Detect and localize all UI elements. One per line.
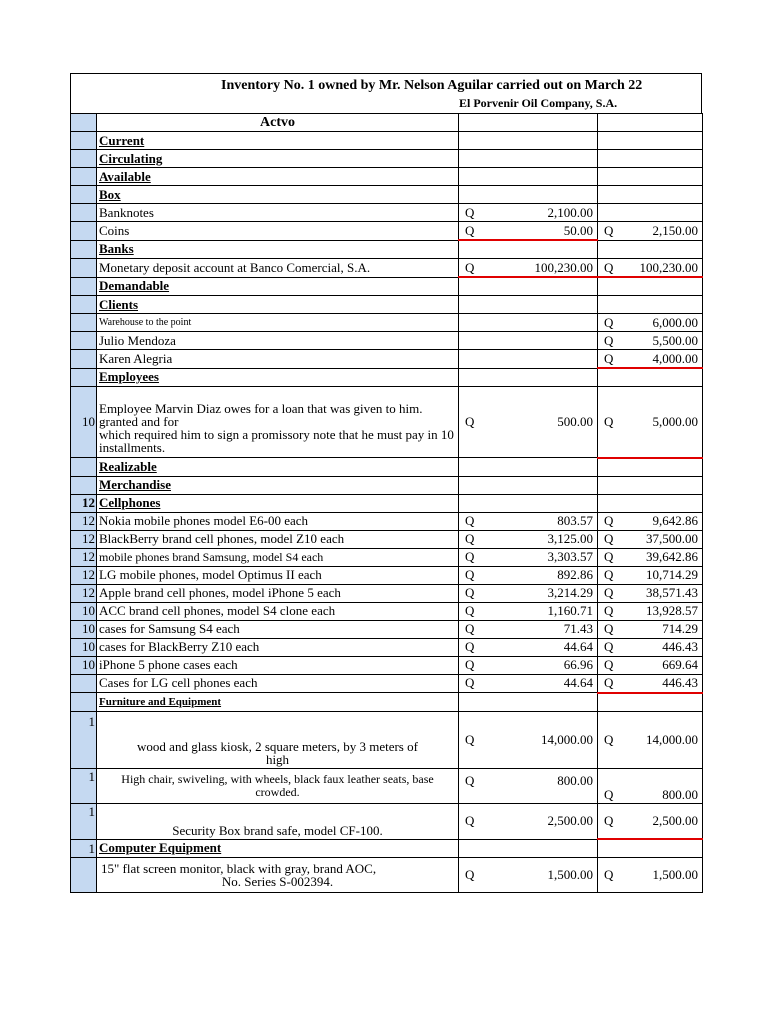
item-qty: 10 [71,602,97,620]
monetary-label: Monetary deposit account at Banco Comercial, S.A. [97,259,459,278]
section-title: Actvo [97,114,459,132]
table-row [71,512,703,530]
chair-value: 800.00 [557,772,593,788]
loan-qty: 10 [71,387,97,458]
loan-line2: granted and for [99,414,179,429]
item-label: cases for BlackBerry Z10 each [97,638,459,656]
loan-description [97,387,459,458]
item-unit-price: 3,125.00 [547,531,593,546]
currency-symbol: Q [465,204,475,220]
table-row [71,620,703,638]
loan-value: 500.00 [557,414,593,429]
currency-symbol: Q [604,603,614,618]
karen-label: Karen Alegria [97,350,459,369]
item-label: Nokia mobile phones model E6-00 each [97,512,459,530]
currency-symbol: Q [465,531,475,546]
item-label: BlackBerry brand cell phones, model Z10 each [97,530,459,548]
currency-symbol: Q [604,621,614,636]
heading-computer: Computer Equipment [97,839,459,858]
heading-realizable: Realizable [97,458,459,477]
item-total: 714.29 [662,621,698,636]
table-row [71,222,703,241]
currency-symbol: Q [465,222,475,238]
item-total: 13,928.57 [646,603,698,618]
inventory-sheet [70,73,702,893]
currency-symbol: Q [604,585,614,600]
heading-furniture: Furniture and Equipment [97,693,459,712]
item-unit-price: 892.86 [557,567,593,582]
table-row [71,584,703,602]
loan-total: 5,000.00 [652,413,698,429]
company-name: El Porvenir Oil Company, S.A. [459,96,618,110]
item-label: Apple brand cell phones, model iPhone 5 each [97,584,459,602]
item-unit-price: 3,214.29 [547,585,593,600]
table-row [71,368,703,387]
coins-value: 50.00 [563,222,593,238]
chair-total: 800.00 [662,786,698,802]
safe-label: Security Box brand safe, model CF-100. [97,803,459,839]
currency-symbol: Q [465,414,475,429]
item-label: Cases for LG cell phones each [97,674,459,693]
item-unit-price: 66.96 [563,657,593,672]
table-row [71,494,703,512]
table-row [71,332,703,350]
item-unit-price: 3,303.57 [547,549,593,564]
monetary-value: 100,230.00 [534,259,593,275]
julio-total: 5,500.00 [652,332,698,348]
loan-line4: installments. [99,440,166,455]
heading-current: Current [97,132,459,150]
item-unit-price: 803.57 [557,513,593,528]
merchandise-items [71,512,703,693]
heading-employees: Employees [97,368,459,387]
item-total: 446.43 [662,639,698,654]
kiosk-qty: 1 [71,711,97,768]
table-row [71,240,703,259]
heading-clients: Clients [97,296,459,314]
item-total: 9,642.86 [652,513,698,528]
chair-description [97,768,459,803]
table-row [71,387,703,458]
title-row [70,73,702,113]
currency-symbol: Q [465,549,475,564]
currency-symbol: Q [604,675,614,690]
item-qty: 12 [71,548,97,566]
currency-symbol: Q [604,259,614,275]
currency-symbol: Q [604,657,614,672]
item-unit-price: 71.43 [563,621,593,636]
table-row [71,656,703,674]
chair-line2: crowded. [255,784,300,799]
currency-symbol: Q [465,567,475,582]
section-row [71,114,703,132]
item-total: 39,642.86 [646,549,698,564]
currency-symbol: Q [604,549,614,564]
table-row [71,277,703,296]
table-row [71,711,703,768]
table-row [71,350,703,369]
table-row [71,839,703,858]
chair-line1: High chair, swiveling, with wheels, black faux leather seats, base [121,771,434,786]
banknotes-label: Banknotes [97,204,459,222]
currency-symbol: Q [604,867,614,882]
table-row [71,186,703,204]
table-row [71,259,703,278]
item-unit-price: 44.64 [563,675,593,691]
table-row [71,132,703,150]
item-label: LG mobile phones, model Optimus II each [97,566,459,584]
item-unit-price: 1,160.71 [547,603,593,618]
table-row [71,476,703,494]
kiosk-total: 14,000.00 [646,731,698,747]
monitor-value: 1,500.00 [547,867,593,882]
heading-merchandise: Merchandise [97,476,459,494]
monitor-description [97,858,459,893]
table-row [71,566,703,584]
item-qty: 12 [71,584,97,602]
heading-cellphones: Cellphones [97,494,459,512]
item-qty: 10 [71,638,97,656]
item-label: mobile phones brand Samsung, model S4 each [97,548,459,566]
currency-symbol: Q [604,332,614,348]
currency-symbol: Q [604,731,614,747]
currency-symbol: Q [465,603,475,618]
currency-symbol: Q [604,350,614,366]
item-qty: 10 [71,620,97,638]
item-total: 669.64 [662,657,698,672]
loan-line1: Employee Marvin Diaz owes for a loan that was given to him. [99,401,423,416]
banknotes-value: 2,100.00 [547,204,593,220]
item-unit-price: 44.64 [563,639,593,654]
monitor-line1: 15" flat screen monitor, black with gray, brand AOC, [101,861,377,876]
currency-symbol: Q [604,639,614,654]
safe-value: 2,500.00 [547,813,593,828]
item-total: 10,714.29 [646,567,698,582]
currency-symbol: Q [465,639,475,654]
table-row [71,168,703,186]
item-qty: 12 [71,512,97,530]
item-total: 37,500.00 [646,531,698,546]
currency-symbol: Q [604,531,614,546]
monitor-line2: No. Series S-002394. [221,874,334,889]
item-qty: 12 [71,530,97,548]
currency-symbol: Q [604,314,614,330]
monetary-total: 100,230.00 [639,259,698,275]
currency-symbol: Q [465,259,475,275]
safe-total: 2,500.00 [652,812,698,828]
item-qty [71,674,97,693]
karen-total: 4,000.00 [652,350,698,366]
julio-label: Julio Mendoza [97,332,459,350]
chair-qty: 1 [71,768,97,803]
table-row [71,693,703,712]
table-row [71,548,703,566]
kiosk-value: 14,000.00 [541,731,593,747]
heading-box: Box [97,186,459,204]
inventory-table [70,113,703,893]
item-qty: 12 [71,566,97,584]
item-qty: 10 [71,656,97,674]
heading-available: Available [97,168,459,186]
computer-qty: 1 [71,839,97,858]
kiosk-description [97,711,459,768]
heading-circulating: Circulating [97,150,459,168]
currency-symbol: Q [604,513,614,528]
table-row [71,638,703,656]
currency-symbol: Q [465,813,475,828]
currency-symbol: Q [465,513,475,528]
currency-symbol: Q [465,772,475,788]
table-row [71,768,703,803]
currency-symbol: Q [604,413,614,429]
heading-banks: Banks [97,240,459,259]
item-total: 38,571.43 [646,585,698,600]
currency-symbol: Q [604,222,614,238]
currency-symbol: Q [465,675,475,691]
currency-symbol: Q [465,621,475,636]
heading-demandable: Demandable [97,277,459,296]
cellphones-qty: 12 [71,494,97,512]
loan-line3: which required him to sign a promissory note that he must pay in 10 [99,427,454,442]
warehouse-total: 6,000.00 [652,314,698,330]
kiosk-line1: wood and glass kiosk, 2 square meters, by 3 meters of [137,738,418,754]
warehouse-label: Warehouse to the point [97,314,459,332]
currency-symbol: Q [465,731,475,747]
coins-label: Coins [97,222,459,241]
currency-symbol: Q [465,585,475,600]
kiosk-line2: high [265,751,290,767]
table-row [71,314,703,332]
table-row [71,803,703,839]
item-total: 446.43 [662,675,698,690]
item-label: cases for Samsung S4 each [97,620,459,638]
item-label: iPhone 5 phone cases each [97,656,459,674]
safe-qty: 1 [71,803,97,839]
currency-symbol: Q [465,867,475,882]
table-row [71,204,703,222]
table-row [71,296,703,314]
table-row [71,530,703,548]
inventory-title: Inventory No. 1 owned by Mr. Nelson Aguilar carried out on March 22 [221,78,643,93]
table-row [71,602,703,620]
currency-symbol: Q [604,786,614,802]
monitor-total: 1,500.00 [652,867,698,882]
item-label: ACC brand cell phones, model S4 clone each [97,602,459,620]
currency-symbol: Q [604,567,614,582]
currency-symbol: Q [604,812,614,828]
coins-total: 2,150.00 [652,222,698,238]
table-row [71,858,703,893]
table-row [71,674,703,693]
table-row [71,150,703,168]
table-row [71,458,703,477]
currency-symbol: Q [465,657,475,672]
